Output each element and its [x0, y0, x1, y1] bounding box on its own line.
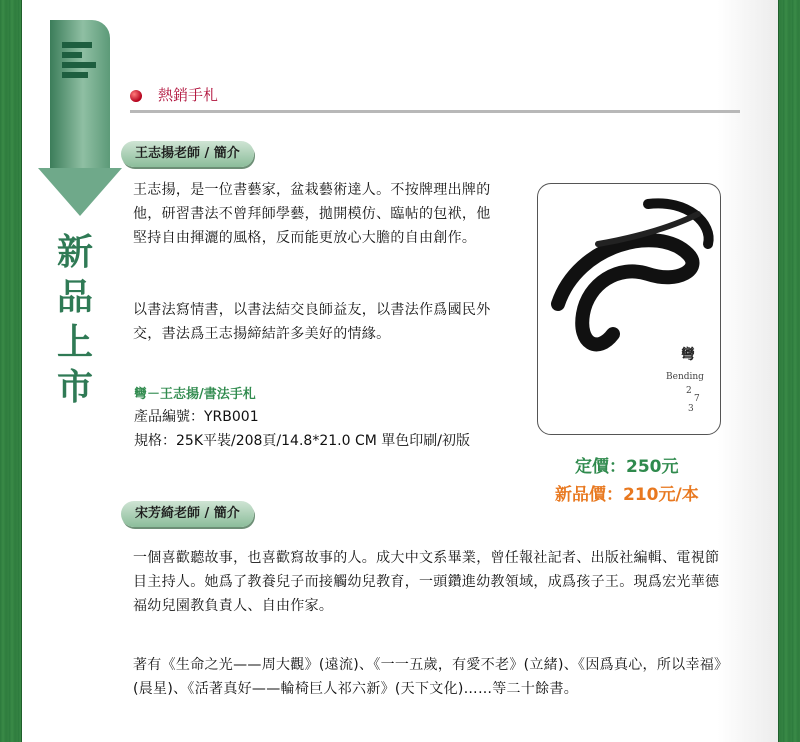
new-price: 新品價：210元/本 [555, 485, 699, 505]
book-cover-image[interactable]: 彎 Bending 2 7 3 [537, 183, 721, 435]
new-arrivals-vertical-title: 新 品 上 市 [56, 231, 93, 408]
product-code: 產品編號：YRB001 [134, 409, 259, 425]
list-price: 定價：250元 [575, 457, 679, 477]
book-cover-char: 彎 [681, 347, 695, 363]
author2-works: 著有《生命之光——周大觀》(遠流)、《一一五歲，有愛不老》(立緒)、《因爲真心，所以幸福》(晨星)、《活著真好——輪椅巨人祁六新》(天下文化)……等二十餘書。 [133, 657, 722, 697]
section-header [130, 82, 740, 113]
author2-tag: 宋芳綺老師 / 簡介 [121, 501, 254, 527]
section-title: 熱銷手札 [158, 86, 219, 104]
author1-bio-2: 以書法寫情書，以書法結交良師益友，以書法作爲國民外交，書法爲王志揚締結許多美好的情緣。 [133, 302, 491, 342]
calligraphy-stroke-icon [538, 184, 720, 434]
product-name: 彎－王志揚/書法手札 [134, 387, 256, 402]
author1-tag: 王志揚老師 / 簡介 [121, 141, 254, 167]
author1-bio: 王志揚，是一位書藝家，盆栽藝術達人。不按牌理出牌的他，研習書法不曾拜師學藝，拋開模仿、臨帖的包袱，他堅持自由揮灑的風格，反而能更放心大膽的自由創作。 [133, 182, 491, 246]
product-spec: 規格：25K平裝/208頁/14.8*21.0 CM 單色印刷/初版 [134, 433, 470, 449]
bullet-dot-icon [130, 90, 142, 102]
author2-bio: 一個喜歡聽故事，也喜歡寫故事的人。成大中文系畢業，曾任報社記者、出版社編輯、電視節目主持人。她爲了教養兒子而接觸幼兒教育，一頭鑽進幼教領域，成爲孩子王。現爲宏光華德福幼兒園教負責人、自由作家。 [133, 550, 720, 614]
down-arrow-icon [40, 20, 120, 220]
book-cover-english: Bending [666, 372, 704, 382]
